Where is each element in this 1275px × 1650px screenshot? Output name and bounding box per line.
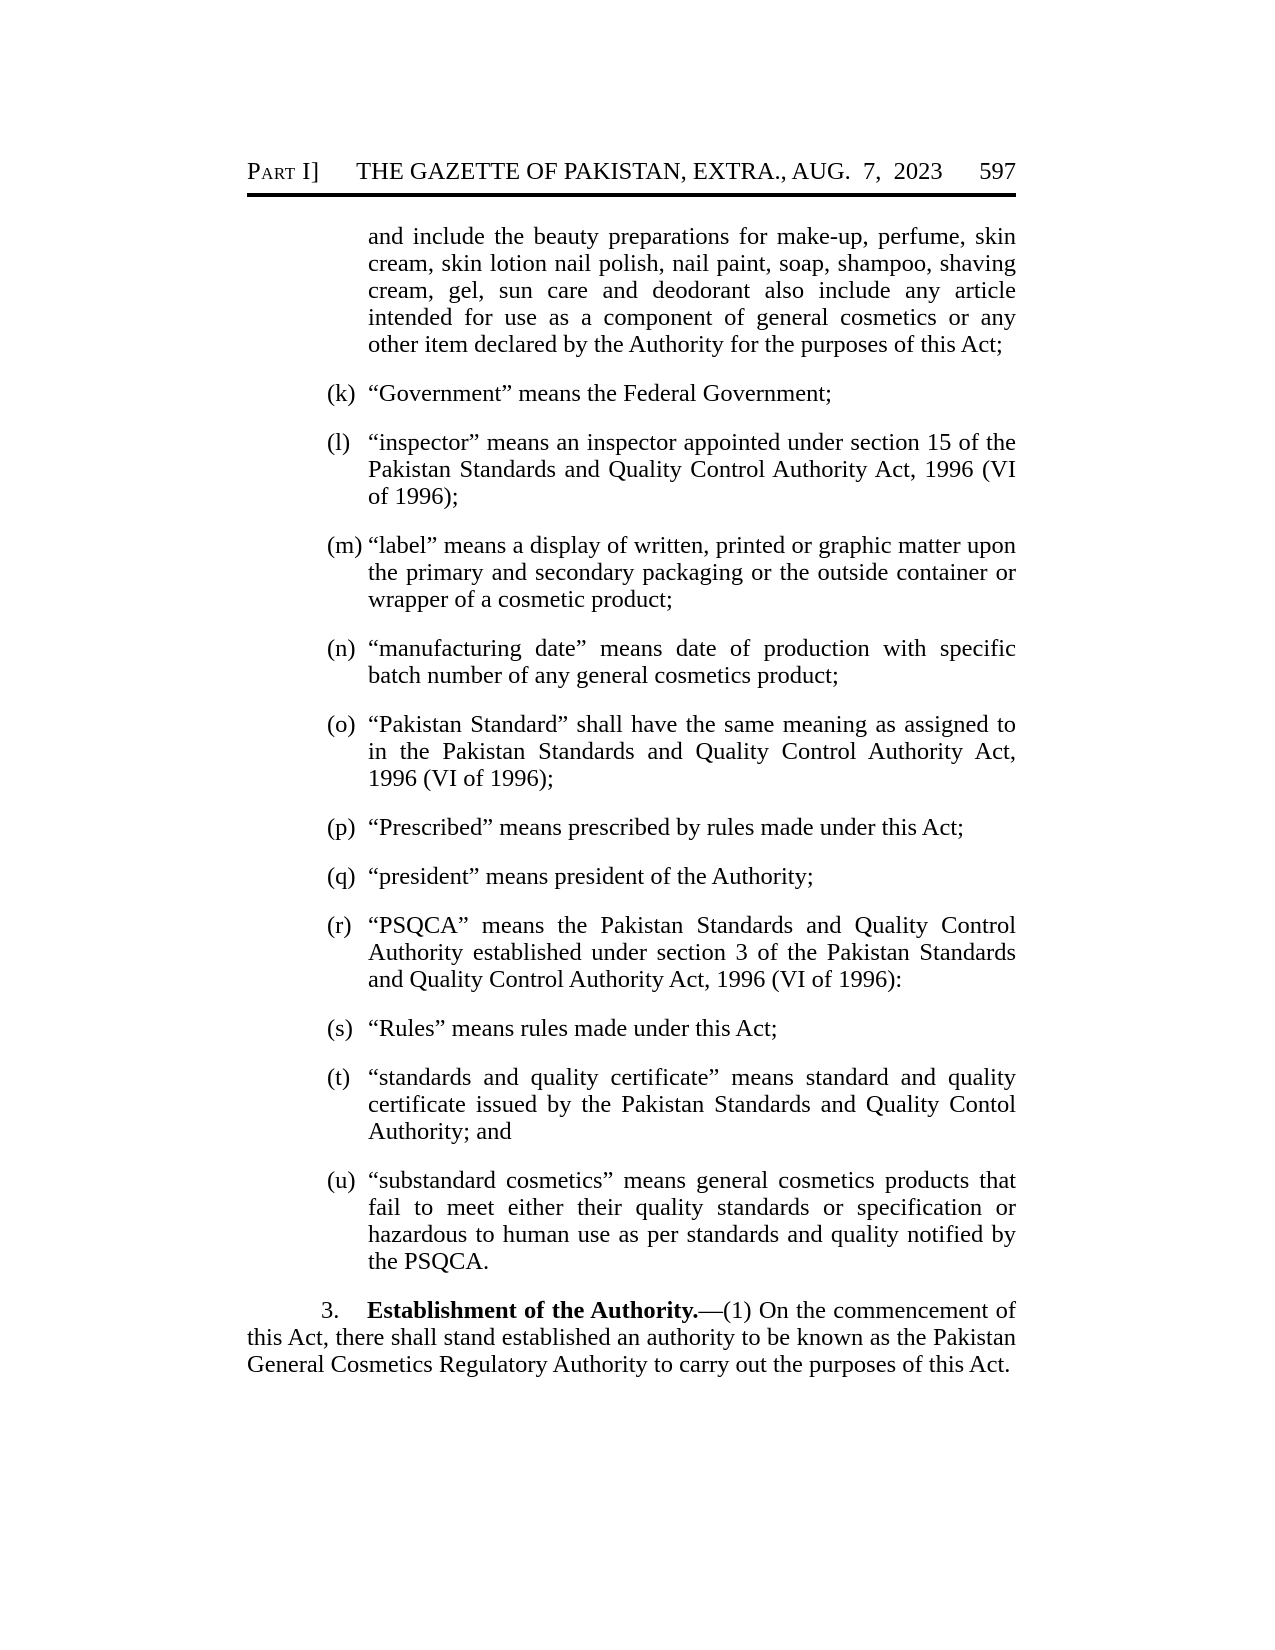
definition-label: (q) <box>327 863 356 890</box>
definition-text: “standards and quality certificate” means standard and quality certificate issued by the Pakistan Standards and Quality Contol Authority; and <box>368 1064 1016 1145</box>
definition-text: “Rules” means rules made under this Act; <box>368 1015 778 1042</box>
definition-item <box>247 532 1016 613</box>
definition-text: “Pakistan Standard” shall have the same meaning as assigned to in the Pakistan Standards and Quality Control Authority Act, 1996 (VI of 1996); <box>368 711 1016 792</box>
definition-item <box>247 912 1016 993</box>
definition-item <box>247 1167 1016 1275</box>
definition-item <box>247 380 1016 407</box>
definition-label: (t) <box>327 1064 351 1091</box>
definitions-list <box>247 380 1016 1275</box>
definition-label: (l) <box>327 429 351 456</box>
definition-label: (m) <box>327 532 363 559</box>
section-heading: Establishment of the Authority. <box>367 1297 699 1324</box>
definition-item <box>247 1064 1016 1145</box>
section-text: —(1) On the commencement of this Act, there shall stand established an authority to be known as the Pakistan General Cosmetics Regulatory Authority to carry out the purposes of this Act. <box>247 1297 1016 1378</box>
definition-text: “Government” means the Federal Government; <box>368 380 832 407</box>
definition-text: “substandard cosmetics” means general cosmetics products that fail to meet either their quality standards or specification or hazardous to human use as per standards and quality notified by the PSQCA. <box>368 1167 1016 1275</box>
page-content-area <box>247 158 1016 1378</box>
definition-item <box>247 814 1016 841</box>
page-number: 597 <box>979 158 1016 185</box>
definition-label: (r) <box>327 912 352 939</box>
gazette-title: THE GAZETTE OF PAKISTAN, EXTRA., AUG. 7, 2023 <box>356 158 943 185</box>
definition-text: “label” means a display of written, printed or graphic matter upon the primary and secondary packaging or the outside container or wrapper of a cosmetic product; <box>368 532 1016 613</box>
document-body <box>247 223 1016 1378</box>
definition-label: (o) <box>327 711 356 738</box>
section-number: 3. <box>321 1297 340 1324</box>
definition-text: “president” means president of the Authority; <box>368 863 814 890</box>
definition-text: “Prescribed” means prescribed by rules made under this Act; <box>368 814 964 841</box>
definition-item <box>247 711 1016 792</box>
definition-text: “inspector” means an inspector appointed under section 15 of the Pakistan Standards and Quality Control Authority Act, 1996 (VI of 1996); <box>368 429 1016 510</box>
definition-item <box>247 635 1016 689</box>
running-header <box>247 158 1016 186</box>
header-double-rule <box>247 193 1016 197</box>
definition-text: “manufacturing date” means date of production with specific batch number of any general cosmetics product; <box>368 635 1016 689</box>
definition-text: “PSQCA” means the Pakistan Standards and Quality Control Authority established under section 3 of the Pakistan Standards and Quality Control Authority Act, 1996 (VI of 1996): <box>368 912 1016 993</box>
definition-label: (s) <box>327 1015 353 1042</box>
section-3-paragraph <box>247 1297 1016 1378</box>
definition-item <box>247 1015 1016 1042</box>
definition-item <box>247 429 1016 510</box>
definition-label: (p) <box>327 814 356 841</box>
definition-item <box>247 863 1016 890</box>
continuation-paragraph: and include the beauty preparations for make-up, perfume, skin cream, skin lotion nail polish, nail paint, soap, shampoo, shaving cream, gel, sun care and deodorant also include any article intended for use as a component of general cosmetics or any other item declared by the Authority for the purposes of this Act; <box>368 223 1016 358</box>
part-label: Part I] <box>247 158 320 185</box>
definition-label: (n) <box>327 635 356 662</box>
definition-label: (k) <box>327 380 356 407</box>
definition-label: (u) <box>327 1167 356 1194</box>
